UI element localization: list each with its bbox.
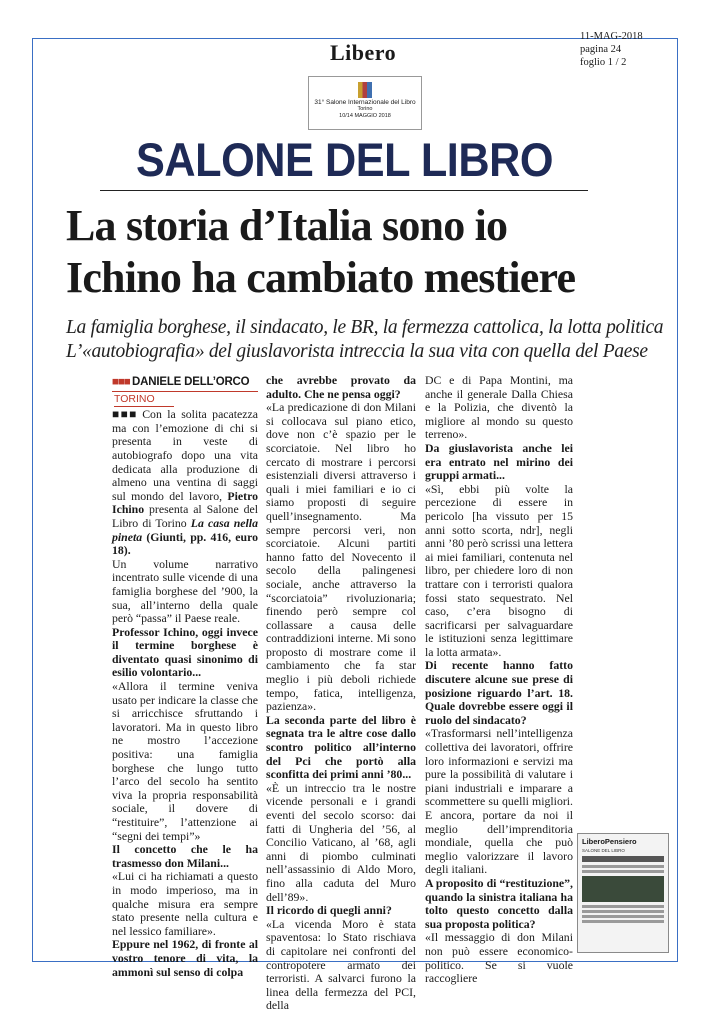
lead-paragraph: ■■■ Con la solita pacatezza ma con l’emozione di chi si presenta in veste di autobiografo dopo una vita dedicata alla produzione di almeno una ventina di saggi sul mondo del lavoro, Pietro Ichino presenta al Salone del Libro di Torino La casa nella pineta (Giunti, pp. 416, euro 18). (112, 407, 258, 558)
masthead-logo: Libero (330, 40, 397, 65)
question: Di recente hanno fatto discutere alcune sue prese di posizione riguardo l’art. 18. Quale dovrebbe essere oggi il ruolo del sindacato? (425, 658, 573, 727)
thumbnail-kicker: SALONE DEL LIBRO (582, 848, 625, 853)
clipping-sheet: foglio 1 / 2 (580, 57, 627, 68)
answer: DC e di Papa Montini, ma anche il generale Dalla Chiesa e la Polizia, che diventò la migliore al mondo su questo terreno». (425, 373, 573, 442)
headline-line-2: Ichino ha cambiato mestiere (66, 253, 576, 302)
answer: «Lui ci ha richiamati a questo in modo imperioso, ma in qualche misura era sempre stato presente nella cultura e nel lessico familiare». (112, 869, 258, 938)
subheadline (66, 316, 663, 364)
thumbnail-photo (582, 876, 664, 902)
event-logo-line1: 31° Salone Internazionale del Libro (314, 99, 416, 106)
clipping-page: pagina 24 (580, 44, 622, 55)
answer: «Sì, ebbi più volte la percezione di essere in pericolo [ha vissuto per 15 anni sotto scorta, ndr], negli anni ’80 però scrissi una lettera ai miei familiari, contenuta nel libro, per chiedere loro di non trattare con i terroristi qualora fossi stato sequestrato. Nel caso, c’era bisogno di sacrificarsi per salvaguardare le istituzioni senza legittimare la lotta armata». (425, 481, 573, 659)
question: Professor Ichino, oggi invece il termine borghese è diventato quasi sinonimo di esilio volontario... (112, 624, 258, 680)
lead-name: Pietro Ichino (112, 488, 258, 517)
byline-square-icon: ■■■ (112, 376, 133, 388)
answer: «Trasformarsi nell’intelligenza collettiva dei lavoratori, offrire loro informazioni e servizi ma pure la possibilità di valutare i piani industriali e imparare a scommettere su quelli migliori. E ancora, portare da noi il meglio dell’imprenditoria mondiale, quella che può meglio valorizzare il lavoro degli italiani. (425, 726, 573, 877)
book-info: (Giunti, pp. 416, euro 18). (112, 529, 258, 558)
answer: «Il messaggio di don Milani non può essere economico-politico. Se si vuole raccogliere (425, 930, 573, 986)
thumbnail-text-line (582, 865, 664, 868)
question: A proposito di “restituzione”, quando la sinistra italiana ha tolto questo concetto dalla sua proposta politica? (425, 875, 573, 931)
headline (66, 200, 575, 304)
question: Il concetto che le ha trasmesso don Milani... (112, 842, 258, 870)
answer: «La predicazione di don Milani si collocava sul piano etico, dove non c’è spazio per le scorciatoie. Nel libro ho cercato di mostrare i percorsi esistenziali diversi attraverso i quali i miei familiari e io ci siamo proposti di seguire quell’insegnamento. Ma sempre percorsi veri, non scorciatoie. Alcuni partiti hanno fatto del Novecento il secolo della palingenesi sociale, anche attraverso la “scorciatoia” rivoluzionaria; finendo però sempre col collassare a causa delle contraddizioni interne. Mi sono proposto di mostrare come il cambiamento che fa star meglio i più deboli richiede tempo, fatica, intelligenza, pazienza». (266, 400, 416, 714)
article-column-1 (112, 376, 258, 979)
event-logo-line3: 10/14 MAGGIO 2018 (339, 113, 391, 119)
article-column-3 (425, 374, 573, 986)
article-column-2 (266, 374, 416, 1013)
subheadline-line-2: L’«autobiografia» del giuslavorista intreccia la sua vita con quella del Paese (66, 341, 648, 362)
thumbnail-headline-bar (582, 856, 664, 862)
event-logo-icon (358, 82, 372, 98)
event-logo-line2: Torino (357, 106, 373, 112)
question: La seconda parte del libro è segnata tra le altre cose dallo scontro politico all’interno del Pci che portò alla sconfitta dei primi anni ’80... (266, 712, 416, 782)
paragraph: Un volume narrativo incentrato sulle vicende di una famiglia borghese del ’900, la sua, all’interno della quale però “passa” il Paese reale. (112, 556, 258, 626)
answer: «Allora il termine veniva usato per indicare la classe che si arricchisce sfruttando i lavoratori. Ma in questo libro ne mostro l’accezione positiva: una famiglia borghese che lungo tutto l’arco del secolo ha sentito viva la propria responsabilità sociale, il dovere di “restituire”, l’attenzione ai “segni dei tempi”» (112, 679, 258, 843)
thumbnail-text-line (582, 910, 664, 913)
question: Da giuslavorista anche lei era entrato nel mirino dei gruppi armati... (425, 440, 573, 483)
event-logo (308, 76, 422, 130)
book-title: La casa nella pineta (112, 515, 258, 544)
clipping-meta (580, 30, 643, 69)
thumbnail-text-line (582, 905, 664, 908)
answer: «È un intreccio tra le nostre vicende personali e i grandi eventi del secolo scorso: dai fatti di Ungheria del ’56, al Concilio Vaticano, al ’68, agli anni di piombo culminati nell’assassinio di Aldo Moro, fino alla caduta del Muro dell’89». (266, 780, 416, 904)
thumbnail-text-line (582, 870, 664, 873)
subheadline-line-1: La famiglia borghese, il sindacato, le BR, la fermezza cattolica, la lotta politica (66, 317, 664, 338)
question: che avrebbe provato da adulto. Che ne pensa oggi? (266, 373, 416, 401)
thumbnail-text-line (582, 920, 664, 923)
newspaper-thumbnail (577, 833, 669, 953)
answer: «La vicenda Moro è stata spaventosa: lo Stato rischiava di capitolare nei confronti del contropotere armato dei terroristi. A salvarci furono la linea della fermezza del PCI, della (266, 916, 416, 1013)
question: Eppure nel 1962, di fronte al vostro tenore di vita, la ammonì sul senso di colpa (112, 937, 258, 979)
question: Il ricordo di quegli anni? (266, 903, 392, 918)
thumbnail-text-line (582, 915, 664, 918)
clipping-date: 11-MAG-2018 (580, 31, 643, 42)
byline-author: DANIELE DELL’ORCO (132, 376, 250, 388)
lead-bullet-icon: ■■■ (112, 407, 143, 422)
byline-place: TORINO (114, 393, 174, 408)
byline (112, 376, 258, 392)
kicker-rule (100, 190, 588, 191)
thumbnail-masthead: LiberoPensiero (582, 837, 637, 846)
section-kicker: SALONE DEL LIBRO (136, 133, 554, 186)
headline-line-1: La storia d’Italia sono io (66, 201, 508, 250)
